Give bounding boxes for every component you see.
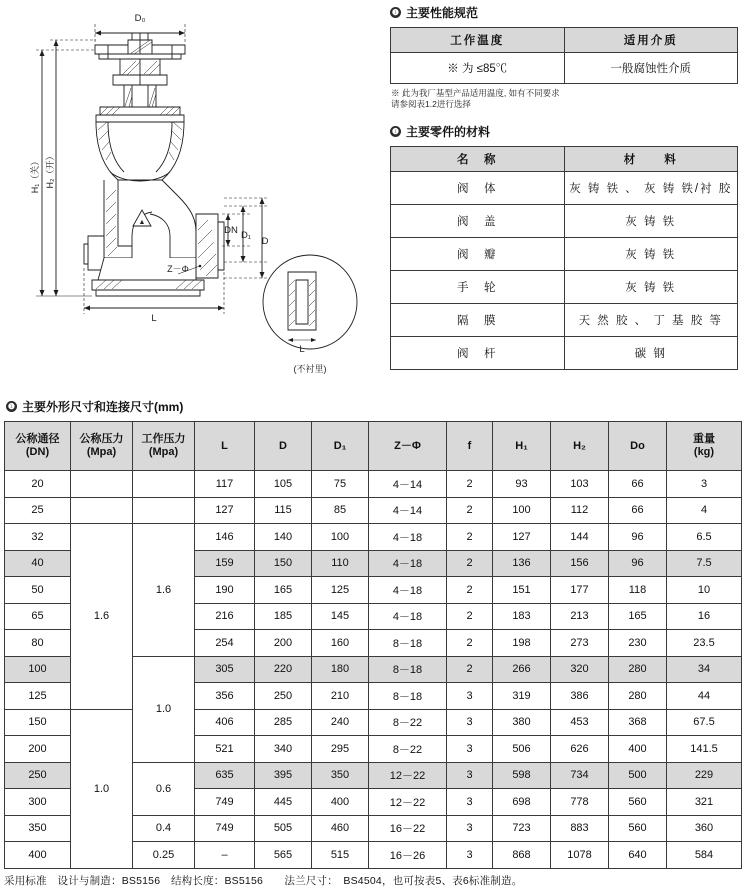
dims-cell-weight: 16	[667, 603, 742, 630]
material-section-heading	[390, 123, 738, 140]
bullet-icon: ❶	[7, 402, 16, 411]
dims-cell-zphi: 4－14	[369, 497, 447, 524]
dims-header-h1: H₁	[493, 422, 551, 471]
dims-cell-weight: 7.5	[667, 550, 742, 577]
dims-header-do: Do	[609, 422, 667, 471]
dims-cell-h1: 319	[493, 683, 551, 710]
dims-cell-zphi: 12－22	[369, 762, 447, 789]
material-part-material: 灰 铸 铁	[564, 204, 738, 237]
dims-cell-wp: 0.6	[133, 762, 195, 815]
performance-section-heading	[390, 4, 738, 21]
dims-cell-zphi: 12－22	[369, 789, 447, 816]
dims-cell-weight: 584	[667, 842, 742, 869]
dims-cell-wp: 1.0	[133, 656, 195, 762]
label-d1: D₁	[240, 230, 252, 241]
dims-cell-weight: 141.5	[667, 736, 742, 763]
dims-cell-h2: 273	[551, 630, 609, 657]
dims-cell-d1: 460	[312, 815, 369, 842]
dims-cell-f: 2	[447, 497, 493, 524]
table-row	[391, 53, 738, 84]
dims-cell-zphi: 8－18	[369, 656, 447, 683]
dims-cell-zphi: 4－14	[369, 471, 447, 498]
perf-header-medium: 适用介质	[564, 28, 738, 53]
dims-cell-d: 140	[255, 524, 312, 551]
dims-cell-dn: 80	[5, 630, 71, 657]
bullet-icon: ❶	[391, 8, 400, 17]
dims-cell-f: 2	[447, 603, 493, 630]
perf-value-medium: 一般腐蚀性介质	[564, 53, 738, 84]
dimensions-title: 主要外形尺寸和连接尺寸(mm)	[22, 400, 184, 414]
dims-cell-do: 66	[609, 471, 667, 498]
dims-cell-d1: 145	[312, 603, 369, 630]
table-row	[5, 709, 742, 736]
dims-cell-f: 3	[447, 815, 493, 842]
label-h2: H₂（开）	[45, 151, 55, 189]
label-detail-l: L	[299, 344, 305, 355]
material-part-material: 灰 铸 铁	[564, 237, 738, 270]
material-title: 主要零件的材料	[406, 124, 491, 139]
dims-cell-d1: 100	[312, 524, 369, 551]
dims-cell-zphi: 8－18	[369, 630, 447, 657]
dims-cell-h2: 883	[551, 815, 609, 842]
dims-cell-f: 2	[447, 471, 493, 498]
material-header-name: 名 称	[391, 146, 565, 171]
performance-note-line1: ※ 此为我厂基型产品适用温度, 如有不同要求	[391, 88, 560, 98]
dims-cell-dn: 150	[5, 709, 71, 736]
svg-text:▲: ▲	[138, 219, 146, 226]
dims-header-pn-text: 公称压力 (Mpa)	[79, 433, 124, 458]
dims-cell-l: 521	[195, 736, 255, 763]
label-dn: DN	[224, 225, 238, 236]
dims-cell-wp: 0.4	[133, 815, 195, 842]
dims-cell-f: 2	[447, 656, 493, 683]
material-part-material: 天 然 胶 、 丁 基 胶 等	[564, 303, 738, 336]
dimensions-section-heading	[6, 398, 741, 415]
dims-cell-h1: 100	[493, 497, 551, 524]
performance-table	[390, 27, 738, 84]
dims-cell-h1: 380	[493, 709, 551, 736]
dims-cell-f: 3	[447, 683, 493, 710]
dims-cell-weight: 34	[667, 656, 742, 683]
dims-cell-h1: 723	[493, 815, 551, 842]
dims-cell-d: 395	[255, 762, 312, 789]
dims-cell-l: 356	[195, 683, 255, 710]
dims-header-pn	[71, 422, 133, 471]
dims-cell-h1: 151	[493, 577, 551, 604]
dims-cell-h1: 506	[493, 736, 551, 763]
dims-header-d: D	[255, 422, 312, 471]
dims-cell-h1: 266	[493, 656, 551, 683]
dims-cell-l: 127	[195, 497, 255, 524]
dims-cell-d: 165	[255, 577, 312, 604]
performance-note	[390, 88, 738, 111]
dims-cell-l: 254	[195, 630, 255, 657]
label-l: L	[151, 313, 157, 324]
dims-header-f: f	[447, 422, 493, 471]
dims-cell-d1: 110	[312, 550, 369, 577]
dims-cell-wp	[133, 471, 195, 498]
dims-cell-h1: 136	[493, 550, 551, 577]
material-part-material: 灰 铸 铁 、 灰 铸 铁/衬 胶	[564, 171, 738, 204]
dims-cell-do: 400	[609, 736, 667, 763]
dims-cell-d1: 160	[312, 630, 369, 657]
dims-cell-h1: 183	[493, 603, 551, 630]
material-part-name: 阀 盖	[391, 204, 565, 237]
label-do: D₀	[134, 13, 146, 24]
dims-cell-d: 505	[255, 815, 312, 842]
table-row	[391, 204, 738, 237]
dims-header-wp-text: 工作压力 (Mpa)	[141, 433, 186, 458]
dims-cell-do: 500	[609, 762, 667, 789]
dims-cell-d1: 125	[312, 577, 369, 604]
dims-cell-do: 560	[609, 789, 667, 816]
dims-cell-l: 117	[195, 471, 255, 498]
dims-header-zphi: Z－Φ	[369, 422, 447, 471]
table-row	[391, 270, 738, 303]
dims-cell-d: 200	[255, 630, 312, 657]
dims-cell-dn: 32	[5, 524, 71, 551]
table-row	[391, 336, 738, 369]
dims-cell-dn: 300	[5, 789, 71, 816]
dims-cell-h1: 93	[493, 471, 551, 498]
dims-cell-zphi: 8－18	[369, 683, 447, 710]
dims-cell-d: 285	[255, 709, 312, 736]
performance-title: 主要性能规范	[406, 6, 479, 20]
dims-cell-weight: 67.5	[667, 709, 742, 736]
table-row	[5, 497, 742, 524]
dims-cell-d: 105	[255, 471, 312, 498]
dims-header-dn-text: 公称通径 (DN)	[15, 433, 60, 458]
dims-cell-d1: 75	[312, 471, 369, 498]
dims-cell-do: 96	[609, 550, 667, 577]
dims-cell-weight: 23.5	[667, 630, 742, 657]
material-part-name: 隔 膜	[391, 303, 565, 336]
dims-cell-zphi: 4－18	[369, 603, 447, 630]
dims-cell-dn: 400	[5, 842, 71, 869]
dims-cell-d1: 85	[312, 497, 369, 524]
valve-drawing	[0, 0, 390, 392]
dims-cell-dn: 200	[5, 736, 71, 763]
dims-cell-d: 150	[255, 550, 312, 577]
dims-cell-zphi: 8－22	[369, 709, 447, 736]
dims-header-weight	[667, 422, 742, 471]
material-part-material: 灰 铸 铁	[564, 270, 738, 303]
dims-cell-dn: 25	[5, 497, 71, 524]
dims-header-wp	[133, 422, 195, 471]
dims-cell-l: 406	[195, 709, 255, 736]
dims-cell-h2: 112	[551, 497, 609, 524]
dims-cell-pn: 1.0	[71, 709, 133, 868]
dims-cell-f: 3	[447, 842, 493, 869]
dims-cell-zphi: 4－18	[369, 550, 447, 577]
dims-cell-h1: 127	[493, 524, 551, 551]
dims-cell-l: 749	[195, 815, 255, 842]
dims-cell-pn	[71, 471, 133, 498]
dims-cell-do: 96	[609, 524, 667, 551]
dims-cell-dn: 100	[5, 656, 71, 683]
material-part-name: 阀 瓣	[391, 237, 565, 270]
dims-cell-d1: 240	[312, 709, 369, 736]
label-zphi: Z－Φ	[167, 264, 189, 274]
dims-cell-weight: 6.5	[667, 524, 742, 551]
dims-cell-h1: 698	[493, 789, 551, 816]
dims-cell-l: 159	[195, 550, 255, 577]
dims-cell-wp: 1.6	[133, 524, 195, 657]
label-d: D	[261, 236, 269, 247]
dims-cell-h2: 213	[551, 603, 609, 630]
dims-cell-zphi: 16－22	[369, 815, 447, 842]
dims-cell-f: 2	[447, 577, 493, 604]
dimensions-table-body	[5, 471, 742, 869]
dims-cell-d: 340	[255, 736, 312, 763]
dims-cell-weight: 44	[667, 683, 742, 710]
dims-cell-d: 445	[255, 789, 312, 816]
dims-cell-do: 280	[609, 683, 667, 710]
dims-cell-dn: 20	[5, 471, 71, 498]
dims-cell-weight: 3	[667, 471, 742, 498]
dims-cell-weight: 321	[667, 789, 742, 816]
dims-cell-h2: 778	[551, 789, 609, 816]
dims-cell-h2: 1078	[551, 842, 609, 869]
table-row	[391, 303, 738, 336]
dims-cell-do: 118	[609, 577, 667, 604]
dims-header-h2: H₂	[551, 422, 609, 471]
dims-cell-d1: 515	[312, 842, 369, 869]
dims-header-weight-text: 重量 (kg)	[693, 433, 715, 458]
dims-cell-d1: 350	[312, 762, 369, 789]
dims-cell-f: 3	[447, 762, 493, 789]
dims-cell-d: 565	[255, 842, 312, 869]
perf-header-temp: 工作温度	[391, 28, 565, 53]
dims-cell-d: 185	[255, 603, 312, 630]
dims-cell-dn: 350	[5, 815, 71, 842]
dims-cell-do: 280	[609, 656, 667, 683]
dims-header-l: L	[195, 422, 255, 471]
dims-cell-dn: 250	[5, 762, 71, 789]
dims-cell-l: 635	[195, 762, 255, 789]
dims-cell-do: 66	[609, 497, 667, 524]
dims-cell-dn: 50	[5, 577, 71, 604]
dims-cell-l: 216	[195, 603, 255, 630]
dims-cell-zphi: 8－22	[369, 736, 447, 763]
dims-cell-pn	[71, 497, 133, 524]
dims-cell-dn: 125	[5, 683, 71, 710]
dims-cell-do: 368	[609, 709, 667, 736]
dims-cell-d: 115	[255, 497, 312, 524]
standards-footer: 采用标准 设计与制造：BS5156 结构长度：BS5156 法兰尺寸： BS4504，也可按表5、表6标准制造。	[4, 874, 523, 887]
table-row	[5, 524, 742, 551]
dims-cell-l: –	[195, 842, 255, 869]
dims-cell-zphi: 4－18	[369, 577, 447, 604]
dims-cell-h2: 626	[551, 736, 609, 763]
table-row	[5, 471, 742, 498]
dims-cell-f: 2	[447, 630, 493, 657]
dims-cell-do: 230	[609, 630, 667, 657]
dims-cell-h2: 177	[551, 577, 609, 604]
material-table	[390, 146, 738, 370]
dims-cell-d1: 295	[312, 736, 369, 763]
dims-cell-zphi: 16－26	[369, 842, 447, 869]
dims-cell-l: 190	[195, 577, 255, 604]
dims-cell-h1: 198	[493, 630, 551, 657]
dims-cell-f: 3	[447, 736, 493, 763]
dimensions-section	[4, 398, 741, 888]
label-h1: H₁（关）	[30, 156, 40, 194]
dims-cell-wp	[133, 497, 195, 524]
dims-cell-f: 2	[447, 550, 493, 577]
dims-cell-h2: 156	[551, 550, 609, 577]
dims-cell-weight: 229	[667, 762, 742, 789]
dims-cell-h2: 453	[551, 709, 609, 736]
label-detail-caption: (不衬里)	[293, 364, 327, 374]
dims-cell-h2: 144	[551, 524, 609, 551]
dims-cell-weight: 10	[667, 577, 742, 604]
dims-cell-f: 3	[447, 789, 493, 816]
dims-cell-d1: 180	[312, 656, 369, 683]
dims-cell-l: 305	[195, 656, 255, 683]
dims-cell-do: 165	[609, 603, 667, 630]
dims-cell-do: 640	[609, 842, 667, 869]
dims-cell-weight: 4	[667, 497, 742, 524]
dims-cell-d1: 210	[312, 683, 369, 710]
dims-cell-dn: 40	[5, 550, 71, 577]
dims-cell-weight: 360	[667, 815, 742, 842]
dims-cell-h1: 868	[493, 842, 551, 869]
material-header-material: 材 料	[564, 146, 738, 171]
dims-cell-h2: 103	[551, 471, 609, 498]
dims-cell-f: 3	[447, 709, 493, 736]
performance-note-line2: 请参阅表1.2进行选择	[391, 99, 471, 110]
dims-cell-dn: 65	[5, 603, 71, 630]
dims-cell-do: 560	[609, 815, 667, 842]
dims-header-d1: D₁	[312, 422, 369, 471]
dimensions-table	[4, 421, 742, 869]
dims-cell-h2: 386	[551, 683, 609, 710]
material-part-name: 阀 杆	[391, 336, 565, 369]
table-row	[391, 237, 738, 270]
dims-cell-h1: 598	[493, 762, 551, 789]
dims-cell-wp: 0.25	[133, 842, 195, 869]
dims-header-dn	[5, 422, 71, 471]
dims-cell-h2: 734	[551, 762, 609, 789]
dims-cell-d: 250	[255, 683, 312, 710]
right-column	[390, 4, 738, 370]
material-part-material: 碳 钢	[564, 336, 738, 369]
bullet-icon: ❶	[391, 126, 400, 136]
dims-cell-l: 749	[195, 789, 255, 816]
dims-cell-f: 2	[447, 524, 493, 551]
dims-cell-h2: 320	[551, 656, 609, 683]
dims-cell-d: 220	[255, 656, 312, 683]
perf-value-temp: ※ 为 ≤85℃	[391, 53, 565, 84]
dims-cell-pn: 1.6	[71, 524, 133, 710]
dims-cell-d1: 400	[312, 789, 369, 816]
dims-cell-l: 146	[195, 524, 255, 551]
dims-cell-zphi: 4－18	[369, 524, 447, 551]
table-row	[391, 171, 738, 204]
material-part-name: 阀 体	[391, 171, 565, 204]
material-part-name: 手 轮	[391, 270, 565, 303]
